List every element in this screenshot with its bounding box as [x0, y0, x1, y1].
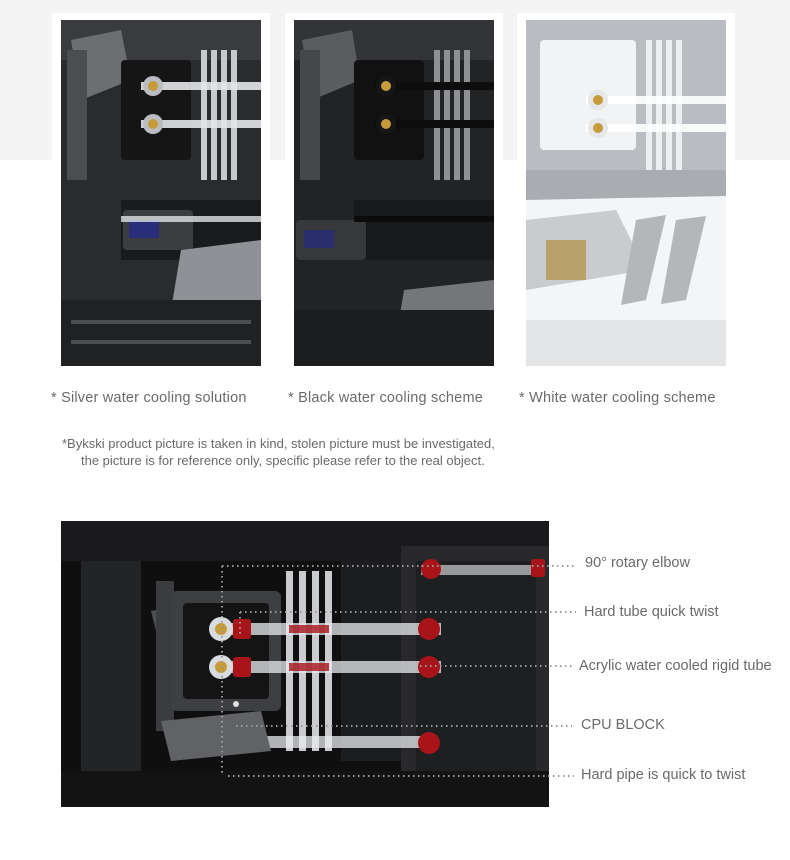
callout-rotary-elbow: 90° rotary elbow: [585, 555, 690, 571]
callout-acrylic-rigid-tube: Acrylic water cooled rigid tube: [579, 658, 772, 674]
detail-build-photo: [61, 521, 549, 807]
white-build-photo: [526, 20, 726, 366]
disclaimer-line-1: *Bykski product picture is taken in kind, stolen picture must be investigated,: [62, 436, 495, 451]
silver-build-photo: [61, 20, 261, 366]
caption-silver: * Silver water cooling solution: [51, 390, 247, 406]
caption-white: * White water cooling scheme: [519, 390, 716, 406]
callout-cpu-block: CPU BLOCK: [581, 717, 665, 733]
black-build-photo: [294, 20, 494, 366]
disclaimer-note: [62, 435, 582, 469]
callout-hard-pipe-quick-twist: Hard pipe is quick to twist: [581, 767, 746, 783]
disclaimer-line-2: the picture is for reference only, specific please refer to the real object.: [81, 453, 485, 468]
caption-black: * Black water cooling scheme: [288, 390, 483, 406]
callout-hard-tube-quick-twist: Hard tube quick twist: [584, 604, 719, 620]
